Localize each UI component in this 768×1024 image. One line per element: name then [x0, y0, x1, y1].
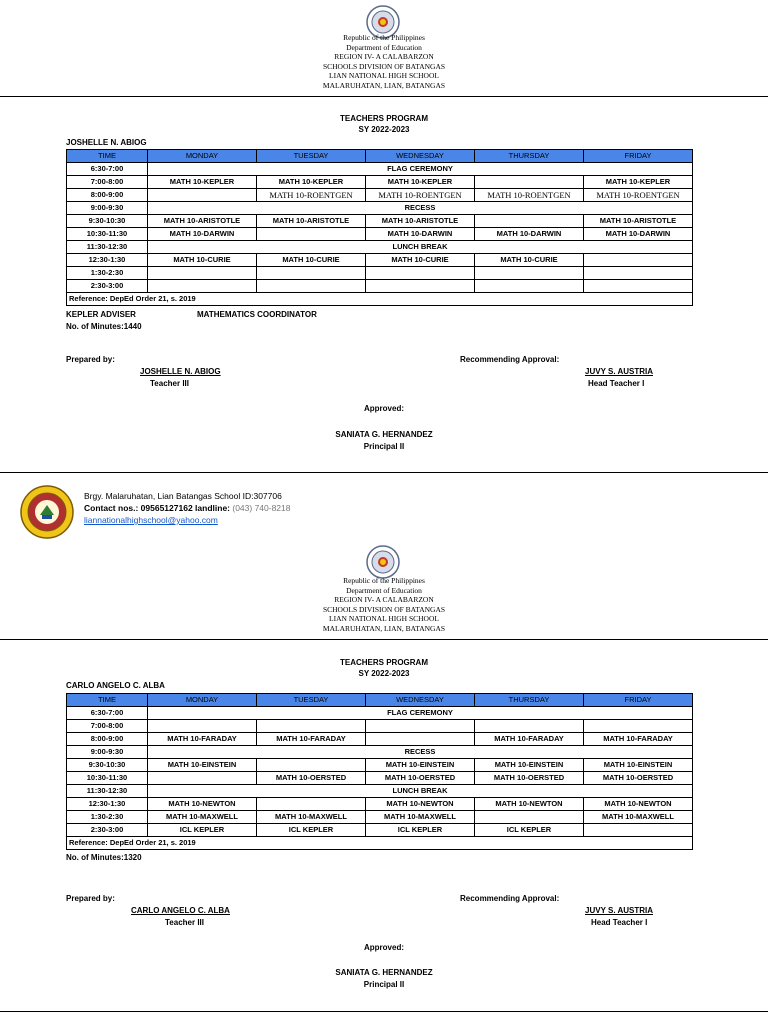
reference-cell: Reference: DepEd Order 21, s. 2019	[67, 293, 693, 306]
break-cell: FLAG CEREMONY	[148, 163, 693, 176]
table-row	[67, 176, 693, 189]
class-cell	[148, 267, 257, 280]
class-cell	[475, 176, 584, 189]
class-cell: ICL KEPLER	[475, 824, 584, 837]
class-cell: MATH 10-ARISTOTLE	[584, 215, 693, 228]
break-cell: LUNCH BREAK	[148, 785, 693, 798]
letterhead-line: SCHOOLS DIVISION OF BATANGAS	[322, 604, 446, 614]
class-cell: MATH 10-EINSTEIN	[584, 759, 693, 772]
approved-position: Principal II	[363, 980, 405, 989]
class-cell: MATH 10-ARISTOTLE	[257, 215, 366, 228]
prepared-name: CARLO ANGELO C. ALBA	[131, 906, 230, 915]
reference-row	[67, 837, 693, 850]
table-row	[67, 746, 693, 759]
column-header: TUESDAY	[257, 150, 366, 163]
recommending-name: JUVY S. AUSTRIA	[585, 906, 654, 915]
letterhead	[0, 576, 768, 633]
class-cell: MATH 10-ARISTOTLE	[366, 215, 475, 228]
time-cell: 9:30-10:30	[67, 759, 148, 772]
letterhead	[0, 33, 768, 90]
column-header: MONDAY	[148, 150, 257, 163]
class-cell: MATH 10-OERSTED	[257, 772, 366, 785]
class-cell: MATH 10-MAXWELL	[366, 811, 475, 824]
column-header: FRIDAY	[584, 150, 693, 163]
class-cell	[148, 772, 257, 785]
recommending-label: Recommending Approval:	[460, 355, 560, 364]
class-cell	[257, 228, 366, 241]
landline-number: (043) 740-8218	[232, 503, 291, 513]
class-cell: MATH 10-KEPLER	[257, 176, 366, 189]
class-cell	[148, 280, 257, 293]
class-cell	[257, 280, 366, 293]
time-cell: 10:30-11:30	[67, 228, 148, 241]
table-row	[67, 228, 693, 241]
recommending-position: Head Teacher I	[591, 918, 648, 927]
page-footer-divider	[0, 472, 768, 473]
time-cell: 6:30-7:00	[67, 707, 148, 720]
time-cell: 9:00-9:30	[67, 746, 148, 759]
approved-position: Principal II	[363, 442, 405, 451]
time-cell: 6:30-7:00	[67, 163, 148, 176]
school-year: SY 2022-2023	[358, 669, 410, 678]
table-row	[67, 798, 693, 811]
class-cell	[366, 267, 475, 280]
class-cell: ICL KEPLER	[366, 824, 475, 837]
class-cell: MATH 10-EINSTEIN	[148, 759, 257, 772]
school-logo-icon	[20, 485, 74, 539]
letterhead-line: Department of Education	[346, 585, 422, 595]
break-cell: LUNCH BREAK	[148, 241, 693, 254]
class-cell: MATH 10-ROENTGEN	[366, 189, 475, 202]
class-cell: MATH 10-FARADAY	[257, 733, 366, 746]
teacher-name: CARLO ANGELO C. ALBA	[66, 681, 165, 690]
break-cell: RECESS	[148, 202, 693, 215]
letterhead-line: MALARUHATAN, LIAN, BATANGAS	[322, 80, 446, 90]
class-cell	[257, 267, 366, 280]
time-cell: 11:30-12:30	[67, 785, 148, 798]
class-cell: MATH 10-ROENTGEN	[584, 189, 693, 202]
class-cell	[148, 720, 257, 733]
class-cell: MATH 10-ROENTGEN	[257, 189, 366, 202]
email-line	[84, 514, 218, 526]
class-cell: MATH 10-EINSTEIN	[366, 759, 475, 772]
table-row	[67, 824, 693, 837]
table-row	[67, 254, 693, 267]
class-cell	[366, 733, 475, 746]
break-cell: FLAG CEREMONY	[148, 707, 693, 720]
table-row	[67, 215, 693, 228]
class-cell: MATH 10-CURIE	[148, 254, 257, 267]
divider	[0, 639, 768, 640]
minutes-count: No. of Minutes:1440	[66, 322, 142, 331]
class-cell: MATH 10-KEPLER	[366, 176, 475, 189]
landline-label: landline:	[192, 503, 233, 513]
contact-line	[84, 502, 291, 514]
class-cell: MATH 10-OERSTED	[366, 772, 475, 785]
column-header: TUESDAY	[257, 694, 366, 707]
letterhead-line: Republic of the Philippines	[343, 576, 425, 585]
class-cell	[148, 189, 257, 202]
column-header: TIME	[67, 694, 148, 707]
contact-label: Contact nos.:	[84, 503, 141, 513]
prepared-label: Prepared by:	[66, 894, 115, 903]
time-cell: 8:00-9:00	[67, 189, 148, 202]
class-cell: MATH 10-MAXWELL	[257, 811, 366, 824]
letterhead-line: SCHOOLS DIVISION OF BATANGAS	[322, 61, 446, 71]
class-cell: MATH 10-NEWTON	[148, 798, 257, 811]
time-cell: 1:30-2:30	[67, 267, 148, 280]
time-cell: 8:00-9:00	[67, 733, 148, 746]
table-row	[67, 785, 693, 798]
letterhead-line: MALARUHATAN, LIAN, BATANGAS	[322, 623, 446, 633]
table-row	[67, 163, 693, 176]
table-row	[67, 280, 693, 293]
approved-name: SANIATA G. HERNANDEZ	[335, 430, 433, 439]
school-year: SY 2022-2023	[358, 125, 410, 134]
column-header: FRIDAY	[584, 694, 693, 707]
table-row	[67, 189, 693, 202]
column-header: WEDNESDAY	[366, 694, 475, 707]
time-cell: 9:30-10:30	[67, 215, 148, 228]
approved-name: SANIATA G. HERNANDEZ	[335, 968, 433, 977]
class-cell: MATH 10-EINSTEIN	[475, 759, 584, 772]
teacher-name: JOSHELLE N. ABIOG	[66, 138, 147, 147]
advisory-role: KEPLER ADVISER	[66, 310, 136, 319]
class-cell: MATH 10-OERSTED	[475, 772, 584, 785]
reference-row	[67, 293, 693, 306]
time-cell: 2:30-3:00	[67, 824, 148, 837]
table-row	[67, 759, 693, 772]
school-address: Brgy. Malaruhatan, Lian Batangas School ID:307706	[84, 491, 282, 501]
letterhead-line: Department of Education	[346, 42, 422, 52]
class-cell	[257, 798, 366, 811]
column-header: MONDAY	[148, 694, 257, 707]
class-cell	[366, 280, 475, 293]
letterhead-line: LIAN NATIONAL HIGH SCHOOL	[329, 614, 439, 623]
divider	[0, 96, 768, 97]
table-row	[67, 241, 693, 254]
time-cell: 12:30-1:30	[67, 254, 148, 267]
break-cell: RECESS	[148, 746, 693, 759]
letterhead-line: LIAN NATIONAL HIGH SCHOOL	[329, 71, 439, 80]
class-cell	[475, 720, 584, 733]
class-cell: MATH 10-MAXWELL	[148, 811, 257, 824]
table-row	[67, 720, 693, 733]
class-cell	[475, 280, 584, 293]
class-cell	[584, 824, 693, 837]
class-cell: ICL KEPLER	[148, 824, 257, 837]
class-cell	[475, 811, 584, 824]
class-cell	[584, 267, 693, 280]
contact-mobile: 09565127162	[140, 503, 193, 513]
table-row	[67, 202, 693, 215]
class-cell	[475, 215, 584, 228]
class-cell: MATH 10-DARWIN	[475, 228, 584, 241]
minutes-count: No. of Minutes:1320	[66, 853, 142, 862]
recommending-label: Recommending Approval:	[460, 894, 560, 903]
table-row	[67, 772, 693, 785]
schedule-table	[66, 693, 693, 850]
deped-seal-icon	[366, 545, 400, 579]
prepared-name: JOSHELLE N. ABIOG	[140, 367, 221, 376]
class-cell: MATH 10-FARADAY	[584, 733, 693, 746]
column-header: WEDNESDAY	[366, 150, 475, 163]
time-cell: 10:30-11:30	[67, 772, 148, 785]
column-header: THURSDAY	[475, 150, 584, 163]
letterhead-line: REGION IV- A CALABARZON	[334, 595, 434, 604]
class-cell: MATH 10-FARADAY	[475, 733, 584, 746]
class-cell: MATH 10-ARISTOTLE	[148, 215, 257, 228]
class-cell	[257, 759, 366, 772]
prepared-position: Teacher III	[165, 918, 204, 927]
time-cell: 11:30-12:30	[67, 241, 148, 254]
page-bottom-divider	[0, 1011, 768, 1012]
class-cell: MATH 10-MAXWELL	[584, 811, 693, 824]
class-cell: MATH 10-CURIE	[366, 254, 475, 267]
recommending-position: Head Teacher I	[588, 379, 645, 388]
class-cell: MATH 10-CURIE	[257, 254, 366, 267]
prepared-position: Teacher III	[150, 379, 189, 388]
class-cell: MATH 10-DARWIN	[148, 228, 257, 241]
time-cell: 2:30-3:00	[67, 280, 148, 293]
class-cell	[366, 720, 475, 733]
time-cell: 12:30-1:30	[67, 798, 148, 811]
reference-cell: Reference: DepEd Order 21, s. 2019	[67, 837, 693, 850]
table-row	[67, 707, 693, 720]
class-cell: MATH 10-CURIE	[475, 254, 584, 267]
letterhead-line: Republic of the Philippines	[343, 33, 425, 42]
schedule-table	[66, 149, 693, 306]
class-cell	[584, 720, 693, 733]
column-header: THURSDAY	[475, 694, 584, 707]
class-cell	[584, 254, 693, 267]
recommending-name: JUVY S. AUSTRIA	[585, 367, 654, 376]
coordinator-role: MATHEMATICS COORDINATOR	[197, 310, 317, 319]
class-cell: MATH 10-DARWIN	[584, 228, 693, 241]
time-cell: 9:00-9:30	[67, 202, 148, 215]
prepared-label: Prepared by:	[66, 355, 115, 364]
class-cell	[584, 280, 693, 293]
column-header: TIME	[67, 150, 148, 163]
table-row	[67, 811, 693, 824]
class-cell: MATH 10-KEPLER	[584, 176, 693, 189]
class-cell: MATH 10-FARADAY	[148, 733, 257, 746]
table-row	[67, 733, 693, 746]
approved-label: Approved:	[364, 943, 404, 952]
class-cell: MATH 10-DARWIN	[366, 228, 475, 241]
time-cell: 1:30-2:30	[67, 811, 148, 824]
class-cell: MATH 10-NEWTON	[584, 798, 693, 811]
class-cell: MATH 10-KEPLER	[148, 176, 257, 189]
program-title: TEACHERS PROGRAM	[339, 114, 428, 123]
class-cell: MATH 10-NEWTON	[475, 798, 584, 811]
approved-label: Approved:	[364, 404, 404, 413]
email-link[interactable]: liannationalhighschool@yahoo.com	[84, 515, 218, 525]
time-cell: 7:00-8:00	[67, 176, 148, 189]
class-cell	[257, 720, 366, 733]
class-cell: ICL KEPLER	[257, 824, 366, 837]
letterhead-line: REGION IV- A CALABARZON	[334, 52, 434, 61]
class-cell: MATH 10-ROENTGEN	[475, 189, 584, 202]
program-title: TEACHERS PROGRAM	[339, 658, 428, 667]
class-cell	[475, 267, 584, 280]
table-row	[67, 267, 693, 280]
time-cell: 7:00-8:00	[67, 720, 148, 733]
class-cell: MATH 10-NEWTON	[366, 798, 475, 811]
class-cell: MATH 10-OERSTED	[584, 772, 693, 785]
